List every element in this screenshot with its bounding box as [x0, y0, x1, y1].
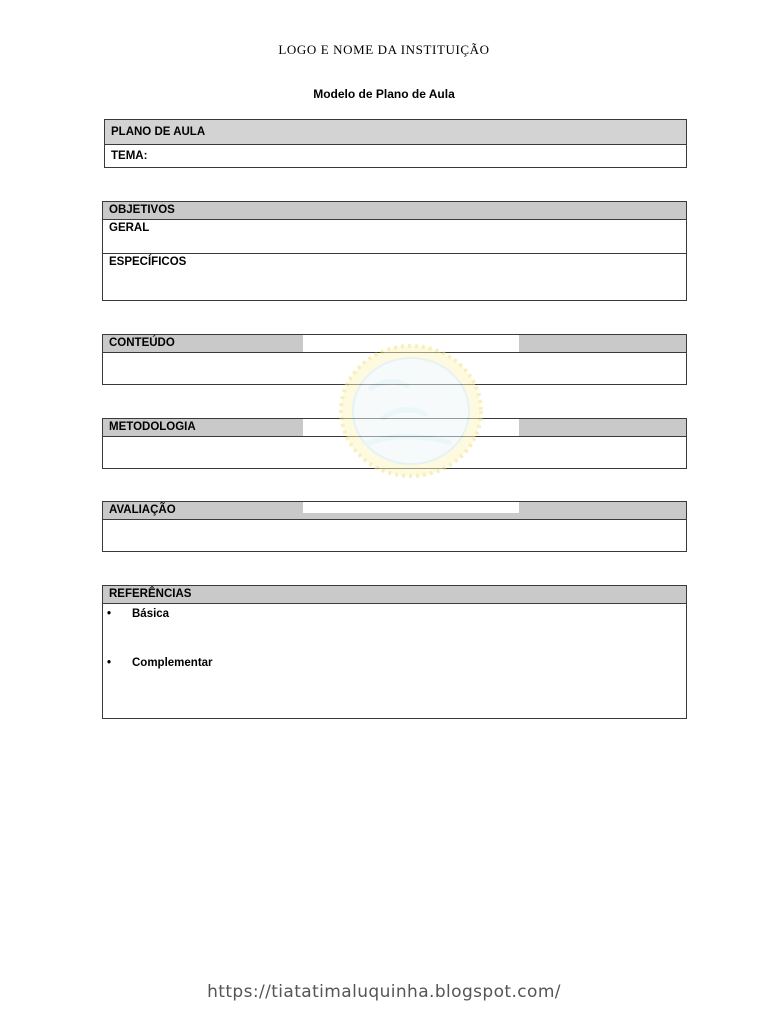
evaluation-box	[102, 501, 687, 552]
header-blank-segment	[303, 502, 519, 513]
plan-heading: PLANO DE AULA	[111, 126, 206, 138]
objectives-heading-row	[103, 202, 686, 219]
plan-box	[104, 119, 687, 168]
institution-logo-name: LOGO E NOME DA INSTITUIÇÃO	[278, 42, 490, 57]
plan-heading-row	[105, 120, 686, 144]
document-title: Modelo de Plano de Aula	[313, 87, 455, 101]
reference-complementary: Complementar	[132, 657, 213, 669]
general-objective-label: GERAL	[109, 222, 150, 234]
list-item	[103, 605, 686, 623]
topic-label: TEMA:	[111, 150, 148, 162]
specific-objectives-label: ESPECÍFICOS	[109, 256, 187, 268]
specific-objectives-row	[103, 253, 686, 300]
references-list	[103, 603, 686, 718]
methodology-heading: METODOLOGIA	[109, 421, 196, 433]
topic-row	[105, 144, 686, 167]
evaluation-heading-row	[103, 502, 686, 519]
watermark-badge-icon	[337, 342, 485, 480]
references-heading: REFERÊNCIAS	[109, 588, 192, 600]
bullet-icon: •	[107, 657, 112, 669]
evaluation-entry-row	[103, 519, 686, 551]
references-heading-row	[103, 586, 686, 603]
reference-basic: Básica	[132, 608, 170, 620]
general-objective-row	[103, 219, 686, 253]
evaluation-heading: AVALIAÇÃO	[109, 504, 176, 516]
references-box	[102, 585, 687, 719]
blog-url[interactable]: https://tiatatimaluquinha.blogspot.com/	[207, 982, 561, 1002]
objectives-heading: OBJETIVOS	[109, 204, 175, 216]
content-heading: CONTEÚDO	[109, 337, 175, 349]
objectives-box	[102, 201, 687, 301]
list-item	[103, 654, 686, 672]
bullet-icon: •	[107, 608, 112, 620]
